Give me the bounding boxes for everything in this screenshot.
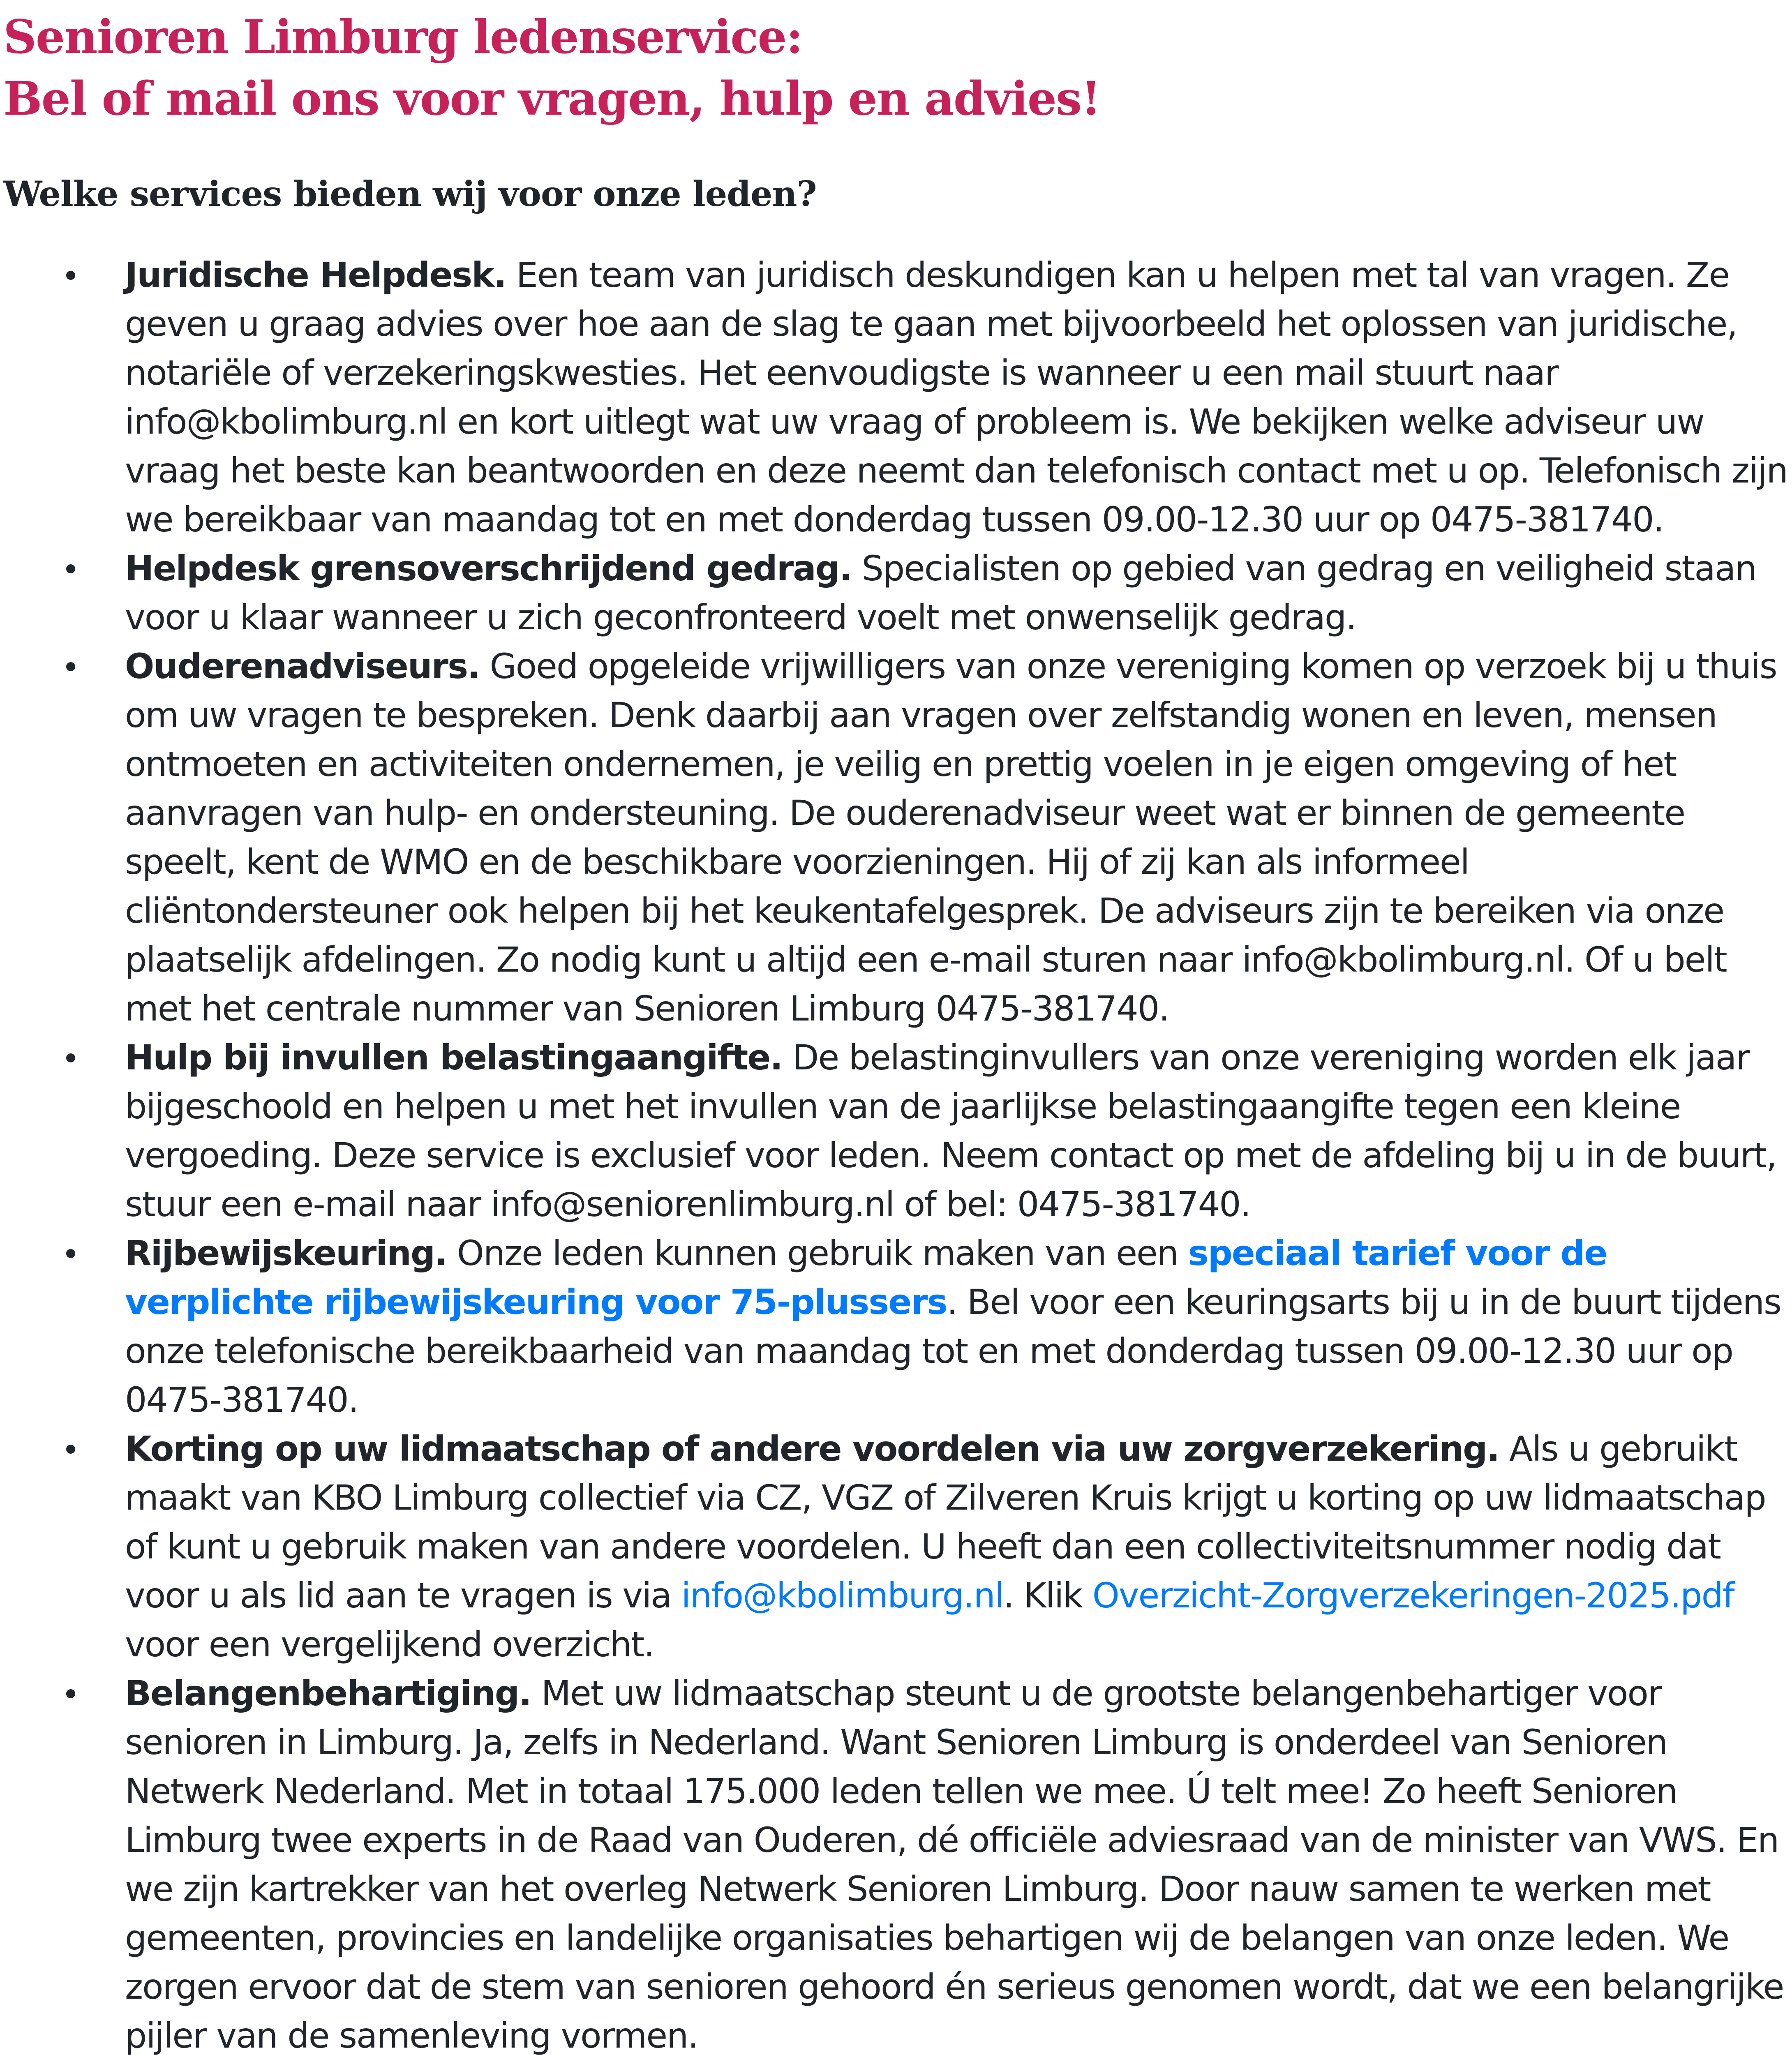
service-title: Ouderenadviseurs. xyxy=(125,646,480,686)
services-list xyxy=(3,251,1789,2055)
service-belastingaangifte xyxy=(125,1033,1789,1229)
zorgverzekeringen-pdf-link[interactable]: Overzicht-Zorgverzekeringen-2025.pdf xyxy=(1092,1575,1734,1616)
service-description: Als u gebruikt maakt van KBO Limburg collectief via CZ, VGZ of Zilveren Kruis krijgt u korting op uw lidmaatschap of kunt u gebruik maken van andere voordelen. U heeft dan een collectiviteitsnummer nodig dat voor u als lid aan te vragen is via xyxy=(125,1429,1766,1616)
service-title: Korting op uw lidmaatschap of andere voordelen via uw zorgverzekering. xyxy=(125,1429,1499,1469)
bullet-icon xyxy=(65,1669,76,1718)
bullet-icon xyxy=(65,642,76,691)
service-description: Specialisten op gebied van gedrag en veiligheid staan voor u klaar wanneer u zich geconfronteerd voelt met onwenselijk gedrag. xyxy=(125,548,1756,637)
section-heading: Welke services bieden wij voor onze leden? xyxy=(3,173,817,214)
service-title: Helpdesk grensoverschrijdend gedrag. xyxy=(125,548,852,589)
service-description: Onze leden kunnen gebruik maken van een xyxy=(447,1233,1188,1273)
rijbewijskeuring-tarief-link[interactable]: speciaal tarief voor de verplichte rijbewijskeuring voor 75-plussers xyxy=(125,1233,1607,1322)
email-link[interactable]: info@kbolimburg.nl xyxy=(681,1575,1004,1616)
service-description: . Bel voor een keuringsarts bij u in de buurt tijdens onze telefonische bereikbaarheid van maandag tot en met donderdag tussen 09.00-12.30 uur op 0475-381740. xyxy=(125,1282,1781,1420)
title-line-1: Senioren Limburg ledenservice: xyxy=(3,10,802,64)
service-description: De belastinginvullers van onze vereniging worden elk jaar bijgeschoold en helpen u met het invullen van de jaarlijkse belastingaangifte tegen een kleine vergoeding. Deze service is exclusief voor leden. Neem contact op met de afdeling bij u in de buurt, stuur een e-mail naar info@seniorenlimburg.nl of bel: 0475-381740. xyxy=(125,1037,1776,1224)
service-description: voor een vergelijkend overzicht. xyxy=(125,1624,654,1665)
service-description: Goed opgeleide vrijwilligers van onze vereniging komen op verzoek bij u thuis om uw vragen te bespreken. Denk daarbij aan vragen over zelfstandig wonen en leven, mensen ontmoeten en activiteiten ondernemen, je veilig en prettig voelen in je eigen omgeving of het aanvragen van hulp- en ondersteuning. De ouderenadviseur weet wat er binnen de gemeente speelt, kent de WMO en de beschikbare voorzieningen. Hij of zij kan als informeel cliëntondersteuner ook helpen bij het keukentafelgesprek. De adviseurs zijn te bereiken via onze plaatselijk afdelingen. Zo nodig kunt u altijd een e-mail sturen naar info@kbolimburg.nl. Of u belt met het centrale nummer van Senioren Limburg 0475-381740. xyxy=(125,646,1777,1029)
service-title: Belangenbehartiging. xyxy=(125,1673,531,1713)
service-korting-zorgverzekering xyxy=(125,1425,1789,1669)
bullet-icon xyxy=(65,1425,76,1473)
service-helpdesk-gedrag xyxy=(125,544,1789,642)
service-title: Juridische Helpdesk. xyxy=(125,255,506,295)
service-title: Rijbewijskeuring. xyxy=(125,1233,447,1273)
service-description: Met uw lidmaatschap steunt u de grootste belangenbehartiger voor senioren in Limburg. Ja, zelfs in Nederland. Want Senioren Limburg is onderdeel van Senioren Netwerk Nederland. Met in totaal 175.000 leden tellen we mee. Ú telt mee! Zo heeft Senioren Limburg twee experts in de Raad van Ouderen, dé officiële adviesraad van de minister van VWS. En we zijn kartrekker van het overleg Netwerk Senioren Limburg. Door nauw samen te werken met gemeenten, provincies en landelijke organisaties behartigen wij de belangen van onze leden. We zorgen ervoor dat de stem van senioren gehoord én serieus genomen wordt, dat we een belangrijke pijler van de samenleving vormen. xyxy=(125,1673,1784,2055)
service-description: Een team van juridisch deskundigen kan u helpen met tal van vragen. Ze geven u graag advies over hoe aan de slag te gaan met bijvoorbeeld het oplossen van juridische, notariële of verzekeringskwesties. Het eenvoudigste is wanneer u een mail stuurt naar info@kbolimburg.nl en kort uitlegt wat uw vraag of probleem is. We bekijken welke adviseur uw vraag het beste kan beantwoorden en deze neemt dan telefonisch contact met u op. Telefonisch zijn we bereikbaar van maandag tot en met donderdag tussen 09.00-12.30 uur op 0475-381740. xyxy=(125,255,1787,540)
bullet-icon xyxy=(65,1229,76,1278)
service-belangenbehartiging xyxy=(125,1669,1789,2055)
page-title xyxy=(3,0,1789,130)
bullet-icon xyxy=(65,1033,76,1082)
bullet-icon xyxy=(65,544,76,593)
service-ouderenadviseurs xyxy=(125,642,1789,1033)
service-rijbewijskeuring xyxy=(125,1229,1789,1425)
service-juridische-helpdesk xyxy=(125,251,1789,544)
service-title: Hulp bij invullen belastingaangifte. xyxy=(125,1037,783,1078)
title-line-2: Bel of mail ons voor vragen, hulp en advies! xyxy=(3,72,1101,126)
bullet-icon xyxy=(65,251,76,300)
service-description: . Klik xyxy=(1003,1575,1092,1616)
